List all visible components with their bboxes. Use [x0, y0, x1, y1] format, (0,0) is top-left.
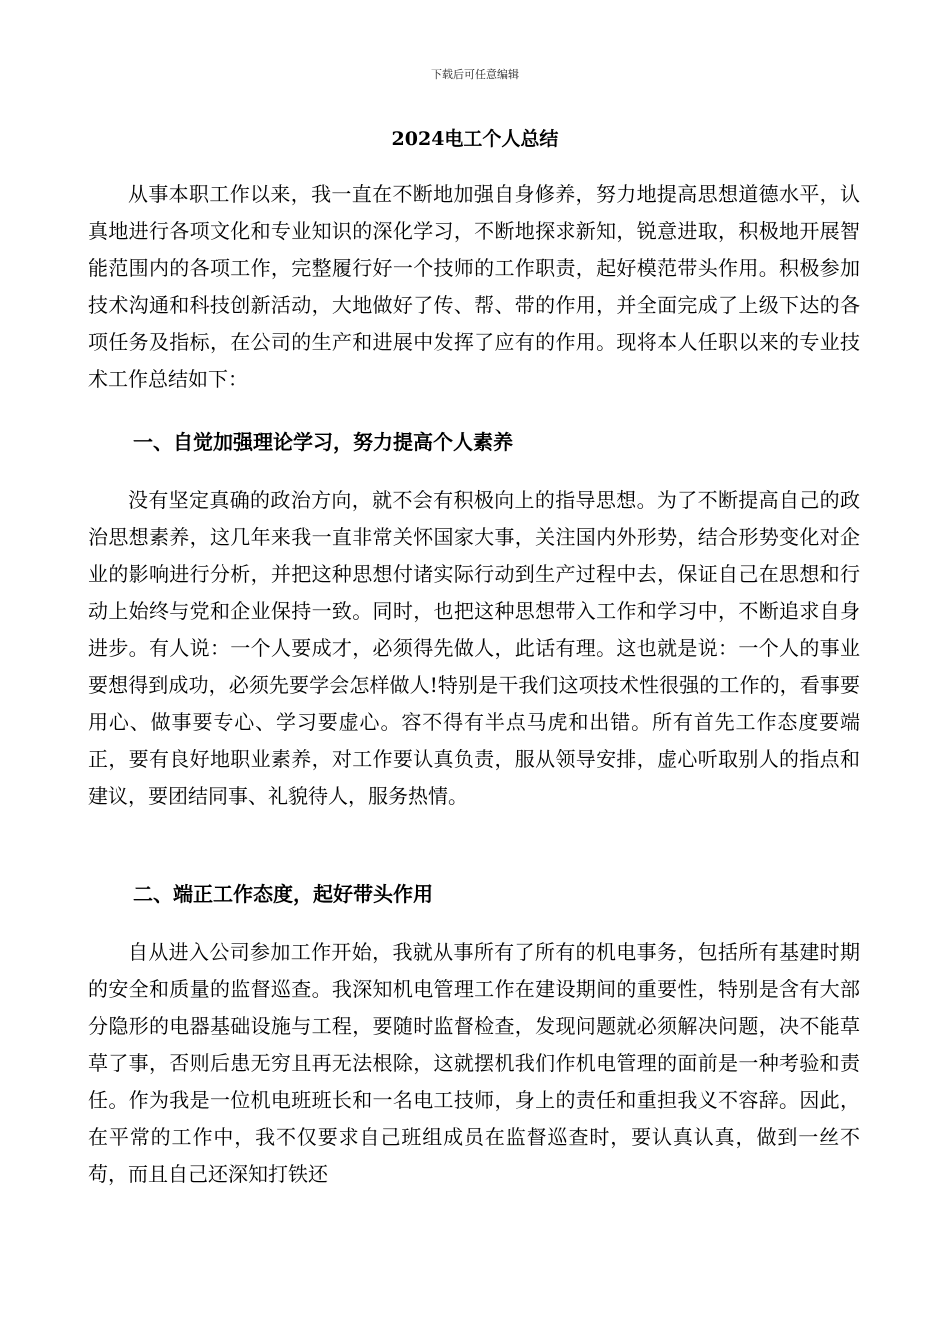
- paragraph-intro: 从事本职工作以来，我一直在不断地加强自身修养，努力地提高思想道德水平，认真地进行各项文化和专业知识的深化学习，不断地探求新知，锐意进取，积极地开展智能范围内的各项工作，完整履行好一个技师的工作职责，起好模范带头作用。积极参加技术沟通和科技创新活动，大地做好了传、帮、带的作用，并全面完成了上级下达的各项任务及指标，在公司的生产和进展中发挥了应有的作用。现将本人任职以来的专业技术工作总结如下：: [88, 182, 860, 391]
- section-heading-2: 二、端正工作态度，起好带头作用: [133, 882, 433, 906]
- document-title: 2024电工个人总结: [391, 128, 559, 150]
- paragraph-section-1: 没有坚定真确的政治方向，就不会有积极向上的指导思想。为了不断提高自己的政治思想素养，这几年来我一直非常关怀国家大事，关注国内外形势，结合形势变化对企业的影响进行分析，并把这种思想付诸实际行动到生产过程中去，保证自己在思想和行动上始终与党和企业保持一致。同时，也把这种思想带入工作和学习中，不断追求自身进步。有人说：一个人要成才，必须得先做人，此话有理。这也就是说：一个人的事业要想得到成功，必须先要学会怎样做人!特别是干我们这项技术性很强的工作的，看事要用心、做事要专心、学习要虚心。容不得有半点马虎和出错。所有首先工作态度要端正，要有良好地职业素养，对工作要认真负责，服从领导安排，虚心听取别人的指点和建议，要团结同事、礼貌待人，服务热情。: [88, 488, 860, 808]
- header-note: 下载后可任意编辑: [431, 68, 519, 81]
- section-heading-1: 一、自觉加强理论学习，努力提高个人素养: [133, 430, 513, 454]
- paragraph-section-2: 自从进入公司参加工作开始，我就从事所有了所有的机电事务，包括所有基建时期的安全和质量的监督巡查。我深知机电管理工作在建设期间的重要性，特别是含有大部分隐形的电器基础设施与工程，要随时监督检查，发现问题就必须解决问题，决不能草草了事，否则后患无穷且再无法根除，这就摆机我们作机电管理的面前是一种考验和责任。作为我是一位机电班班长和一名电工技师，身上的责任和重担我义不容辞。因此，在平常的工作中，我不仅要求自己班组成员在监督巡查时，要认真认真，做到一丝不苟，而且自己还深知打铁还: [88, 940, 860, 1186]
